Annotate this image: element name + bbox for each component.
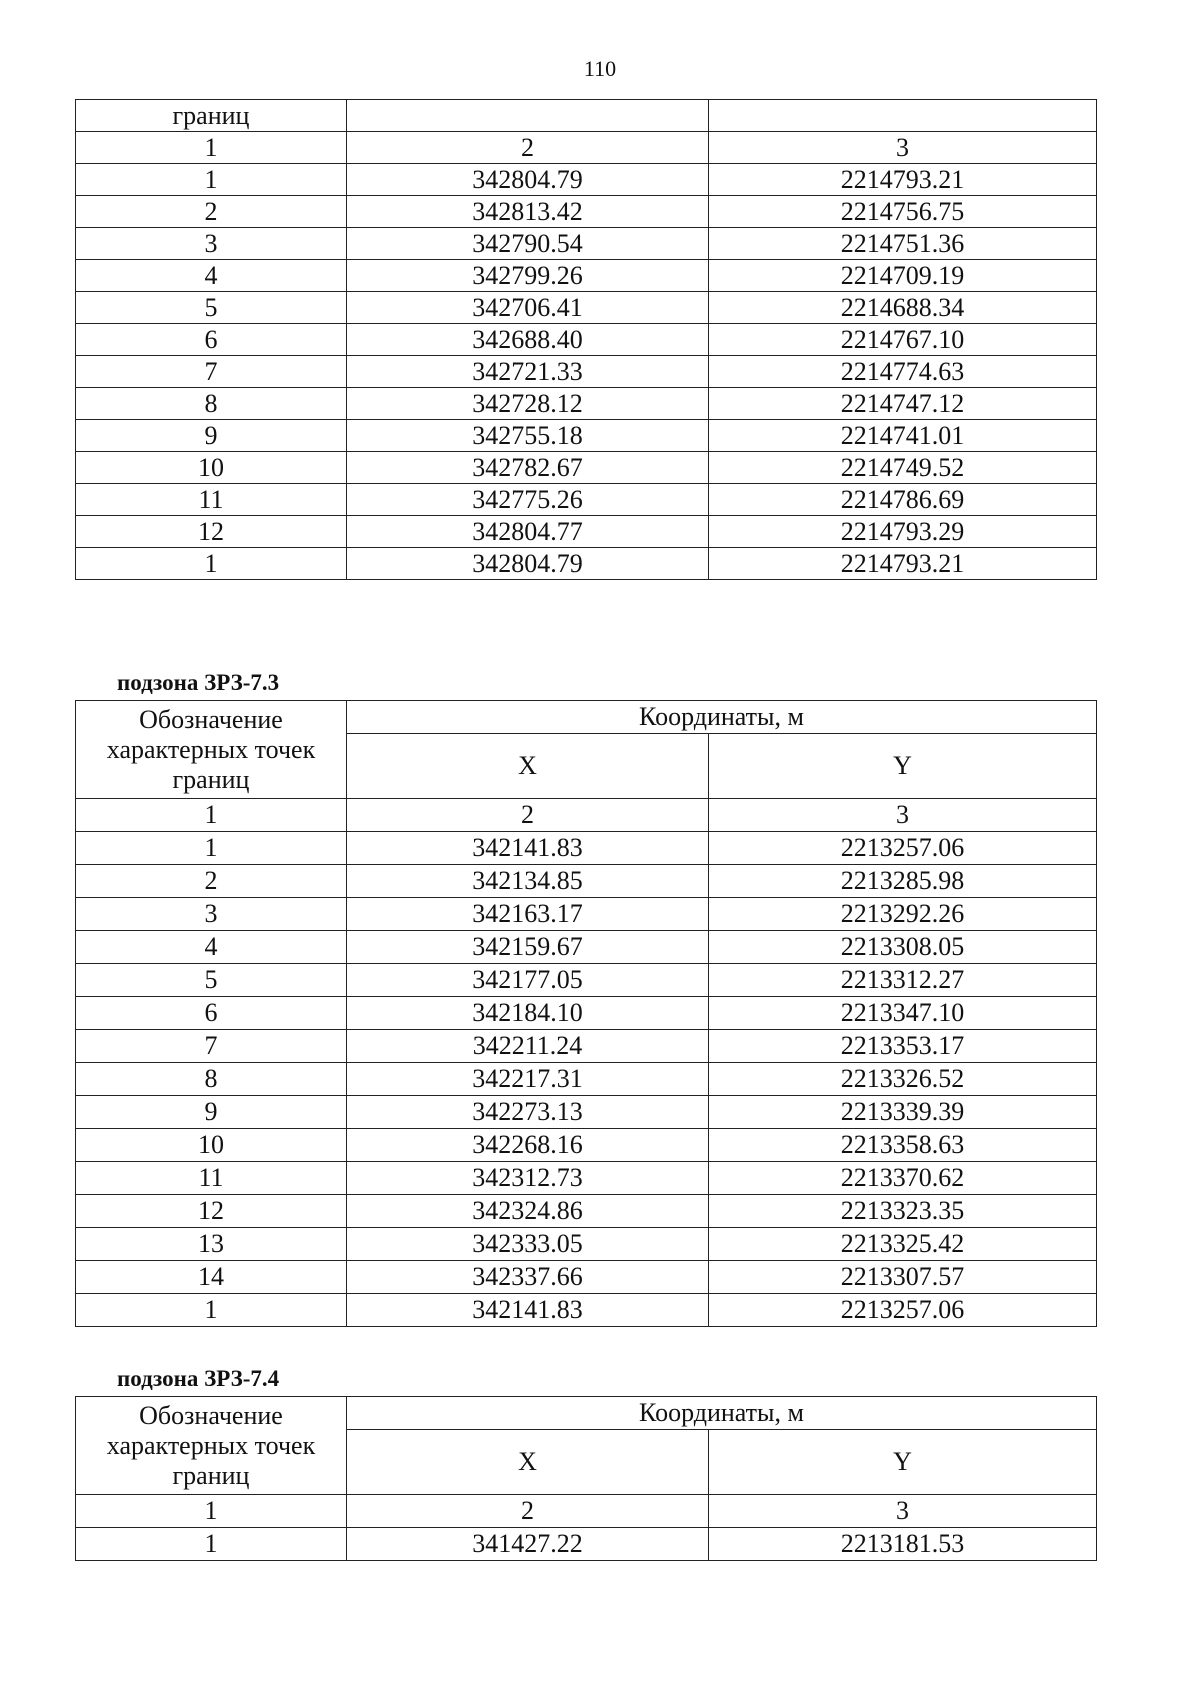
table-header-row <box>76 100 1097 132</box>
table-row <box>76 898 1097 931</box>
column-number: 1 <box>76 1495 347 1528</box>
column-number: 3 <box>709 132 1097 164</box>
header-y: Y <box>709 734 1097 799</box>
y-coordinate-cell: 2214786.69 <box>709 484 1097 516</box>
x-coordinate-cell: 342333.05 <box>347 1228 709 1261</box>
column-number: 3 <box>709 799 1097 832</box>
x-coordinate-cell: 342184.10 <box>347 997 709 1030</box>
y-coordinate-cell: 2214709.19 <box>709 260 1097 292</box>
table-row <box>76 1162 1097 1195</box>
table-row <box>76 196 1097 228</box>
y-coordinate-cell: 2213307.57 <box>709 1261 1097 1294</box>
table-row <box>76 548 1097 580</box>
y-coordinate-cell: 2213257.06 <box>709 832 1097 865</box>
table-row <box>76 420 1097 452</box>
table-row <box>76 516 1097 548</box>
table-header-row <box>76 701 1097 734</box>
y-coordinate-cell: 2214793.21 <box>709 164 1097 196</box>
table-row <box>76 1528 1097 1561</box>
table-header-row <box>76 1397 1097 1430</box>
point-number-cell: 14 <box>76 1261 347 1294</box>
point-number-cell: 12 <box>76 516 347 548</box>
point-number-cell: 1 <box>76 1294 347 1327</box>
point-number-cell: 2 <box>76 196 347 228</box>
y-coordinate-cell: 2213308.05 <box>709 931 1097 964</box>
header-first-label: границ <box>76 100 347 132</box>
header-points-label: Обозначение характерных точек границ <box>76 701 347 799</box>
x-coordinate-cell: 342337.66 <box>347 1261 709 1294</box>
table-row <box>76 260 1097 292</box>
x-coordinate-cell: 342755.18 <box>347 420 709 452</box>
point-number-cell: 1 <box>76 164 347 196</box>
table-row <box>76 164 1097 196</box>
point-number-cell: 6 <box>76 324 347 356</box>
x-coordinate-cell: 342799.26 <box>347 260 709 292</box>
x-coordinate-cell: 342141.83 <box>347 1294 709 1327</box>
point-number-cell: 8 <box>76 388 347 420</box>
table-row <box>76 997 1097 1030</box>
x-coordinate-cell: 342706.41 <box>347 292 709 324</box>
y-coordinate-cell: 2213257.06 <box>709 1294 1097 1327</box>
x-coordinate-cell: 341427.22 <box>347 1528 709 1561</box>
zone-title: подзона ЗРЗ-7.4 <box>117 1366 280 1391</box>
header-x: X <box>347 734 709 799</box>
y-coordinate-cell: 2213285.98 <box>709 865 1097 898</box>
y-coordinate-cell: 2214756.75 <box>709 196 1097 228</box>
point-number-cell: 9 <box>76 420 347 452</box>
header-x: X <box>347 1430 709 1495</box>
y-coordinate-cell: 2214751.36 <box>709 228 1097 260</box>
y-coordinate-cell: 2213181.53 <box>709 1528 1097 1561</box>
page-number: 110 <box>583 56 617 81</box>
table-row <box>76 1228 1097 1261</box>
table-row <box>76 865 1097 898</box>
x-coordinate-cell: 342804.77 <box>347 516 709 548</box>
y-coordinate-cell: 2213312.27 <box>709 964 1097 997</box>
coordinates-table-zrz-7-3 <box>75 700 1097 1327</box>
table-row <box>76 1129 1097 1162</box>
table-row <box>76 1063 1097 1096</box>
point-number-cell: 9 <box>76 1096 347 1129</box>
table-row <box>76 388 1097 420</box>
point-number-cell: 2 <box>76 865 347 898</box>
point-number-cell: 1 <box>76 548 347 580</box>
point-number-cell: 8 <box>76 1063 347 1096</box>
point-number-cell: 3 <box>76 228 347 260</box>
point-number-cell: 4 <box>76 931 347 964</box>
table-row <box>76 1096 1097 1129</box>
point-number-cell: 1 <box>76 1528 347 1561</box>
table-body <box>76 164 1097 580</box>
x-coordinate-cell: 342134.85 <box>347 865 709 898</box>
y-coordinate-cell: 2213370.62 <box>709 1162 1097 1195</box>
point-number-cell: 10 <box>76 1129 347 1162</box>
table-body <box>76 832 1097 1327</box>
y-coordinate-cell: 2213292.26 <box>709 898 1097 931</box>
x-coordinate-cell: 342217.31 <box>347 1063 709 1096</box>
coordinates-table-continued <box>75 99 1097 580</box>
y-coordinate-cell: 2213339.39 <box>709 1096 1097 1129</box>
y-coordinate-cell: 2213347.10 <box>709 997 1097 1030</box>
header-coords-label: Координаты, м <box>347 1397 1097 1430</box>
table-row <box>76 1294 1097 1327</box>
x-coordinate-cell: 342790.54 <box>347 228 709 260</box>
y-coordinate-cell: 2214767.10 <box>709 324 1097 356</box>
x-coordinate-cell: 342177.05 <box>347 964 709 997</box>
x-coordinate-cell: 342775.26 <box>347 484 709 516</box>
zone-title: подзона ЗРЗ-7.3 <box>117 670 280 695</box>
x-coordinate-cell: 342312.73 <box>347 1162 709 1195</box>
x-coordinate-cell: 342159.67 <box>347 931 709 964</box>
point-number-cell: 13 <box>76 1228 347 1261</box>
column-number: 1 <box>76 132 347 164</box>
y-coordinate-cell: 2214747.12 <box>709 388 1097 420</box>
header-y: Y <box>709 1430 1097 1495</box>
table-row <box>76 452 1097 484</box>
table-row <box>76 832 1097 865</box>
x-coordinate-cell: 342688.40 <box>347 324 709 356</box>
column-number-row <box>76 132 1097 164</box>
point-number-cell: 6 <box>76 997 347 1030</box>
point-number-cell: 5 <box>76 292 347 324</box>
table-row <box>76 484 1097 516</box>
table-row <box>76 292 1097 324</box>
point-number-cell: 10 <box>76 452 347 484</box>
x-coordinate-cell: 342804.79 <box>347 548 709 580</box>
point-number-cell: 7 <box>76 356 347 388</box>
x-coordinate-cell: 342782.67 <box>347 452 709 484</box>
header-empty-cell <box>709 100 1097 132</box>
y-coordinate-cell: 2213358.63 <box>709 1129 1097 1162</box>
y-coordinate-cell: 2214793.29 <box>709 516 1097 548</box>
x-coordinate-cell: 342163.17 <box>347 898 709 931</box>
table-body <box>76 1528 1097 1561</box>
y-coordinate-cell: 2214774.63 <box>709 356 1097 388</box>
table-row <box>76 228 1097 260</box>
y-coordinate-cell: 2214741.01 <box>709 420 1097 452</box>
table-row <box>76 931 1097 964</box>
header-empty-cell <box>347 100 709 132</box>
header-coords-label: Координаты, м <box>347 701 1097 734</box>
header-points-label: Обозначение характерных точек границ <box>76 1397 347 1495</box>
point-number-cell: 3 <box>76 898 347 931</box>
point-number-cell: 11 <box>76 1162 347 1195</box>
point-number-cell: 5 <box>76 964 347 997</box>
x-coordinate-cell: 342273.13 <box>347 1096 709 1129</box>
point-number-cell: 12 <box>76 1195 347 1228</box>
y-coordinate-cell: 2214688.34 <box>709 292 1097 324</box>
table-row <box>76 1030 1097 1063</box>
x-coordinate-cell: 342324.86 <box>347 1195 709 1228</box>
column-number: 1 <box>76 799 347 832</box>
x-coordinate-cell: 342804.79 <box>347 164 709 196</box>
table-row <box>76 964 1097 997</box>
column-number: 2 <box>347 1495 709 1528</box>
y-coordinate-cell: 2214749.52 <box>709 452 1097 484</box>
column-number: 2 <box>347 799 709 832</box>
column-number: 2 <box>347 132 709 164</box>
table-row <box>76 1261 1097 1294</box>
x-coordinate-cell: 342813.42 <box>347 196 709 228</box>
x-coordinate-cell: 342141.83 <box>347 832 709 865</box>
column-number-row <box>76 1495 1097 1528</box>
point-number-cell: 11 <box>76 484 347 516</box>
point-number-cell: 7 <box>76 1030 347 1063</box>
table-row <box>76 1195 1097 1228</box>
y-coordinate-cell: 2214793.21 <box>709 548 1097 580</box>
x-coordinate-cell: 342268.16 <box>347 1129 709 1162</box>
column-number: 3 <box>709 1495 1097 1528</box>
point-number-cell: 1 <box>76 832 347 865</box>
table-row <box>76 356 1097 388</box>
x-coordinate-cell: 342721.33 <box>347 356 709 388</box>
column-number-row <box>76 799 1097 832</box>
y-coordinate-cell: 2213323.35 <box>709 1195 1097 1228</box>
point-number-cell: 4 <box>76 260 347 292</box>
coordinates-table-zrz-7-4 <box>75 1396 1097 1561</box>
x-coordinate-cell: 342211.24 <box>347 1030 709 1063</box>
y-coordinate-cell: 2213353.17 <box>709 1030 1097 1063</box>
table-row <box>76 324 1097 356</box>
y-coordinate-cell: 2213326.52 <box>709 1063 1097 1096</box>
x-coordinate-cell: 342728.12 <box>347 388 709 420</box>
y-coordinate-cell: 2213325.42 <box>709 1228 1097 1261</box>
